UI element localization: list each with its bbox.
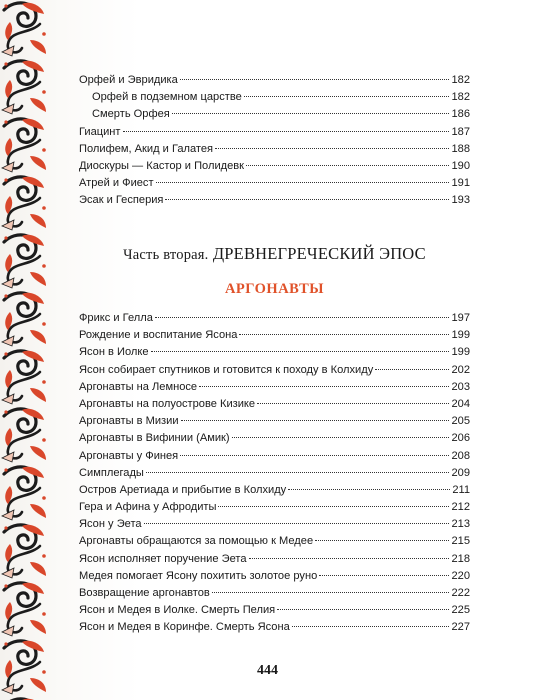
toc-dot-leader [172, 113, 450, 114]
toc-entry [79, 175, 470, 192]
toc-dot-leader [146, 472, 450, 473]
toc-entry-title: Смерть Орфея [92, 108, 170, 121]
toc-entry-title: Фрикс и Гелла [79, 312, 153, 324]
toc-entry [79, 448, 470, 465]
toc-dot-leader [180, 79, 450, 80]
toc-entry [79, 533, 470, 550]
toc-entry-title: Орфей и Эвридика [79, 74, 178, 86]
toc-entry-page: 204 [451, 397, 470, 410]
toc-dot-leader [123, 131, 450, 132]
toc-entry-page: 212 [451, 501, 470, 514]
section-heading: АРГОНАВТЫ [224, 281, 325, 297]
toc-entry-title: Орфей в подземном царстве [92, 91, 242, 104]
toc-entry [79, 551, 470, 568]
toc-entry [79, 141, 470, 158]
toc-dot-leader [246, 165, 449, 166]
toc-entry-page: 199 [451, 329, 470, 342]
toc-entry [79, 568, 470, 585]
toc-entry-page: 213 [451, 518, 470, 531]
toc-entry-title: Ясон собирает спутников и готовится к походу в Колхиду [79, 363, 374, 376]
toc-entry-page: 193 [451, 194, 470, 207]
toc-dot-leader [218, 506, 449, 507]
toc-entry [79, 379, 470, 396]
toc-entry-page: 187 [451, 125, 470, 138]
toc-entry-title: Ясон и Медея в Коринфе. Смерть Ясона [79, 621, 290, 634]
toc-entry-title: Симплегады [79, 466, 144, 479]
toc-list-top [79, 72, 470, 210]
toc-entry-page: 188 [451, 142, 470, 155]
toc-entry [79, 192, 470, 209]
toc-entry-title: Аргонавты у Финея [79, 449, 179, 462]
toc-entry-page: 225 [451, 604, 470, 617]
toc-entry [79, 499, 470, 516]
toc-entry-title: Медея помогает Ясону похитить золотое руно [79, 569, 318, 582]
toc-dot-leader [151, 351, 450, 352]
toc-entry [79, 158, 470, 175]
toc-entry-title: Аргонавты обращаются за помощью к Медее [79, 535, 314, 548]
toc-dot-leader [232, 437, 450, 438]
toc-entry-title: Гера и Афина у Афродиты [79, 501, 217, 514]
toc-entry-title: Ясон исполняет поручение Эета [79, 552, 247, 565]
toc-dot-leader [181, 420, 450, 421]
toc-entry [79, 585, 470, 602]
toc-entry-title: Ясон и Медея в Иолке. Смерть Пелия [79, 604, 276, 617]
toc-entry-page: 218 [451, 552, 470, 565]
toc-entry [79, 310, 470, 327]
toc-dot-leader [215, 148, 449, 149]
toc-entry-page: 182 [451, 74, 470, 86]
toc-entry [79, 602, 470, 619]
toc-entry-title: Остров Аретиада и прибытие в Колхиду [79, 483, 287, 496]
toc-entry-title: Аргонавты в Мизии [79, 415, 179, 428]
toc-entry-page: 215 [451, 535, 470, 548]
toc-entry-title: Атрей и Фиест [79, 177, 154, 190]
toc-dot-leader [319, 575, 449, 576]
toc-entry-title: Диоскуры — Кастор и Полидевк [79, 159, 245, 172]
toc-entry-title: Аргонавты на полуострове Кизике [79, 397, 256, 410]
toc-dot-leader [288, 489, 450, 490]
toc-entry-title: Гиацинт [79, 125, 121, 138]
toc-entry [79, 344, 470, 361]
toc-entry-page: 208 [451, 449, 470, 462]
page-number: 444 [257, 663, 278, 678]
toc-entry-page: 222 [451, 587, 470, 599]
toc-dot-leader [244, 96, 450, 97]
toc-dot-leader [165, 199, 449, 200]
toc-entry-page: 197 [451, 312, 470, 324]
toc-entry-title: Эсак и Гесперия [79, 194, 164, 207]
toc-entry-title: Полифем, Акид и Галатея [79, 142, 214, 155]
toc-entry-page: 182 [451, 91, 470, 104]
toc-entry-page: 202 [451, 363, 470, 376]
toc-dot-leader [249, 558, 450, 559]
toc-entry-title: Ясон у Эета [79, 518, 142, 531]
toc-dot-leader [292, 626, 450, 627]
toc-entry-title: Аргонавты в Вифинии (Амик) [79, 432, 230, 445]
greek-ornament-border-icon [0, 0, 52, 700]
toc-entry [79, 396, 470, 413]
toc-dot-leader [156, 182, 450, 183]
part-prefix: Часть вторая. [123, 247, 209, 263]
toc-entry [79, 89, 470, 106]
toc-entry-title: Аргонавты на Лемносе [79, 380, 198, 393]
toc-entry [79, 430, 470, 447]
toc-dot-leader [180, 455, 449, 456]
toc-entry-page: 211 [452, 483, 470, 496]
toc-entry-page: 191 [451, 177, 470, 190]
toc-entry-page: 190 [451, 159, 470, 172]
toc-dot-leader [277, 609, 449, 610]
toc-entry [79, 465, 470, 482]
toc-dot-leader [375, 369, 449, 370]
toc-entry [79, 413, 470, 430]
toc-entry [79, 124, 470, 141]
toc-entry-title: Рождение и воспитание Ясона [79, 329, 238, 342]
toc-dot-leader [212, 592, 450, 593]
toc-dot-leader [144, 523, 450, 524]
part-name: ДРЕВНЕГРЕЧЕСКИЙ ЭПОС [212, 244, 426, 263]
toc-entry [79, 327, 470, 344]
toc-entry-page: 186 [451, 108, 470, 121]
toc-dot-leader [199, 386, 449, 387]
toc-entry-page: 206 [451, 432, 470, 445]
toc-entry-page: 205 [451, 415, 470, 428]
toc-dot-leader [257, 403, 449, 404]
toc-entry [79, 72, 470, 89]
toc-entry-page: 209 [451, 466, 470, 479]
toc-entry [79, 362, 470, 379]
toc-entry [79, 482, 470, 499]
toc-entry [79, 619, 470, 636]
toc-entry-page: 199 [451, 346, 470, 359]
toc-entry [79, 106, 470, 123]
toc-entry-page: 227 [451, 621, 470, 634]
toc-dot-leader [315, 540, 449, 541]
toc-entry-page: 203 [451, 380, 470, 393]
toc-entry [79, 516, 470, 533]
toc-dot-leader [239, 334, 449, 335]
toc-entry-title: Ясон в Иолке [79, 346, 149, 359]
toc-list-argonauts [79, 310, 470, 637]
toc-dot-leader [155, 317, 450, 318]
toc-entry-title: Возвращение аргонавтов [79, 587, 210, 599]
part-heading [79, 244, 470, 264]
toc-entry-page: 220 [451, 569, 470, 582]
